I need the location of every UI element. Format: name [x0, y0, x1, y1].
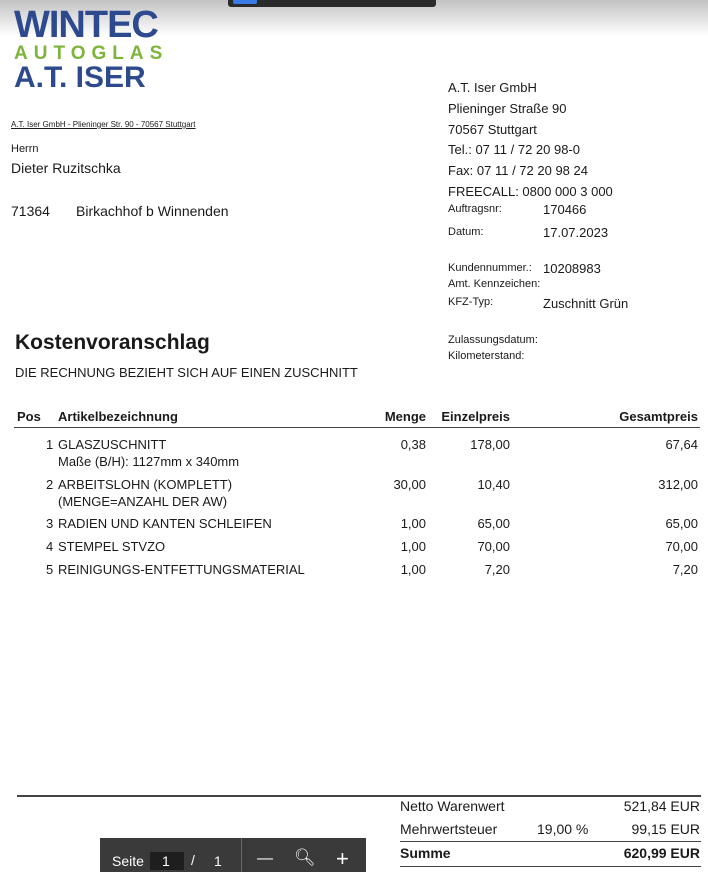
row-unit: 70,00 [477, 539, 510, 554]
page-separator: / [191, 852, 195, 868]
meta-label: Kundennummer.: [448, 262, 532, 274]
row-total: 67,64 [665, 437, 698, 452]
sender-line: A.T. Iser GmbH - Plieninger Str. 90 - 70567 Stuttgart [11, 120, 196, 129]
meta-label: KFZ-Typ: [448, 296, 494, 308]
row-desc-detail: (MENGE=ANZAHL DER AW) [58, 494, 228, 509]
toolbar-tab[interactable] [233, 0, 257, 4]
totals-divider [17, 795, 701, 797]
recipient-name: Dieter Ruzitschka [11, 160, 121, 176]
meta-value: 17.07.2023 [543, 225, 609, 240]
logo-line2: AUTOGLAS [14, 43, 169, 64]
recipient-city: Birkachhof b Winnenden [76, 203, 229, 219]
zoom-out-button[interactable]: — [257, 850, 273, 867]
col-header-qty: Menge [384, 409, 426, 424]
row-unit: 178,00 [470, 437, 510, 452]
row-desc-detail: Maße (B/H): 1127mm x 340mm [58, 454, 240, 469]
col-header-total: Gesamtpreis [619, 409, 698, 424]
row-unit: 7,20 [484, 562, 510, 577]
row-total: 7,20 [672, 562, 698, 577]
row-qty: 1,00 [400, 539, 426, 554]
sum-double-line [400, 866, 701, 867]
salutation: Herrn [11, 143, 39, 155]
company-name: A.T. Iser GmbH [448, 80, 537, 95]
company-fax: Fax: 07 11 / 72 20 98 24 [448, 163, 588, 179]
row-qty: 1,00 [400, 562, 426, 577]
row-desc: ARBEITSLOHN (KOMPLETT) [58, 477, 233, 492]
meta-label: Datum: [448, 226, 484, 238]
meta-label: Amt. Kennzeichen: [448, 278, 541, 290]
meta-value: Zuschnitt Grün [543, 296, 629, 311]
page-total: 1 [214, 853, 222, 869]
vat-label: Mehrwertsteuer [400, 821, 498, 837]
meta-value: 170466 [543, 202, 587, 217]
recipient-zip: 71364 [11, 203, 50, 219]
company-tel: Tel.: 07 11 / 72 20 98-0 [448, 142, 581, 158]
row-desc: RADIEN UND KANTEN SCHLEIFEN [58, 516, 272, 531]
vat-rate: 19,00 % [537, 821, 589, 837]
page-label: Seite [112, 853, 144, 869]
logo-line1: WINTEC [14, 4, 158, 46]
document-title: Kostenvoranschlag [15, 331, 210, 354]
zoom-icon[interactable]: 🔍︎ [294, 848, 316, 867]
company-freecall: FREECALL: 0800 000 3 000 [448, 183, 613, 199]
viewer-toolbar[interactable] [228, 0, 436, 7]
pager-divider [241, 838, 242, 872]
page-current: 1 [162, 853, 170, 869]
net-label: Netto Warenwert [400, 798, 505, 814]
logo-line3: A.T. ISER [14, 61, 146, 94]
zoom-in-button[interactable]: + [336, 846, 349, 871]
meta-label: Auftragsnr: [448, 203, 502, 215]
row-pos: 5 [46, 562, 54, 577]
col-header-unit: Einzelpreis [441, 409, 510, 424]
vat-value: 99,15 EUR [631, 821, 700, 837]
company-logo [14, 6, 168, 93]
meta-label: Zulassungsdatum: [448, 334, 538, 346]
document-subtitle: DIE RECHNUNG BEZIEHT SICH AUF EINEN ZUSCHNITT [15, 365, 358, 380]
sum-value: 620,99 EUR [623, 845, 700, 861]
company-street: Plieninger Straße 90 [448, 100, 567, 116]
row-pos: 3 [46, 516, 54, 531]
row-pos: 2 [46, 477, 54, 492]
page-input[interactable] [150, 852, 184, 870]
row-qty: 1,00 [400, 516, 426, 531]
meta-label: Kilometerstand: [448, 350, 525, 362]
company-address [448, 78, 613, 203]
sum-divider [400, 841, 701, 842]
row-qty: 30,00 [393, 477, 426, 492]
sum-label: Summe [400, 845, 451, 861]
row-desc: STEMPEL STVZO [58, 539, 166, 554]
company-city: 70567 Stuttgart [448, 121, 537, 137]
net-value: 521,84 EUR [623, 798, 700, 814]
col-header-desc: Artikelbezeichnung [58, 409, 178, 424]
row-pos: 1 [46, 437, 54, 452]
header-divider [14, 427, 700, 428]
row-total: 312,00 [658, 477, 698, 492]
col-header-pos: Pos [17, 409, 41, 424]
row-desc: REINIGUNGS-ENTFETTUNGSMATERIAL [58, 562, 305, 577]
row-unit: 10,40 [477, 477, 510, 492]
row-total: 65,00 [665, 516, 698, 531]
page-navigator [100, 838, 366, 872]
row-desc: GLASZUSCHNITT [58, 437, 167, 452]
meta-value: 10208983 [543, 261, 601, 276]
row-unit: 65,00 [477, 516, 510, 531]
row-total: 70,00 [665, 539, 698, 554]
row-qty: 0,38 [400, 437, 426, 452]
row-pos: 4 [46, 539, 54, 554]
